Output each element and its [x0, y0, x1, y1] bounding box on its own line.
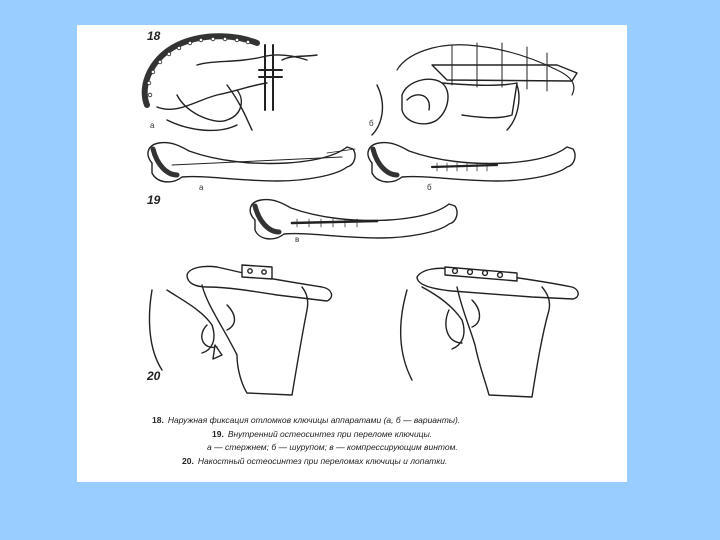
fig20-number: 20 — [147, 369, 161, 383]
fig19c-illustration — [250, 200, 457, 239]
caption-20-number: 20. — [182, 456, 194, 466]
fig18-panel-b-label: б — [369, 119, 374, 128]
fig19-panel-a-label: а — [199, 183, 204, 192]
caption-line-19 — [212, 429, 432, 439]
figure-sheet — [77, 25, 627, 482]
caption-18-text: Наружная фиксация отломков ключицы аппаратами (а, б — варианты). — [167, 415, 461, 425]
fig18-panel-a-label: а — [150, 121, 155, 130]
fig19-panel-c-label: в — [295, 235, 300, 244]
caption-line-19-variants: а — стержнем; б — шурупом; в — компрессирующим винтом. — [207, 442, 458, 452]
fig20-left-illustration — [149, 265, 331, 395]
fig18a-illustration — [145, 36, 317, 130]
caption-line-20 — [182, 456, 447, 466]
caption-18-number: 18. — [152, 415, 164, 425]
fig19b-illustration — [368, 143, 575, 182]
caption-19-text: Внутренний остеосинтез при переломе ключицы. — [227, 429, 433, 439]
fig20-right-illustration — [401, 267, 579, 397]
fig18b-illustration — [372, 43, 577, 135]
caption-19-number: 19. — [212, 429, 224, 439]
illustrations — [77, 25, 627, 415]
fig19-panel-b-label: б — [427, 183, 432, 192]
caption-20-text: Накостный остеосинтез при переломах ключицы и лопатки. — [197, 456, 448, 466]
fig18-number: 18 — [147, 29, 161, 43]
fig19-number: 19 — [147, 193, 161, 207]
caption-line-18 — [152, 415, 460, 425]
fig19a-illustration — [148, 143, 355, 182]
